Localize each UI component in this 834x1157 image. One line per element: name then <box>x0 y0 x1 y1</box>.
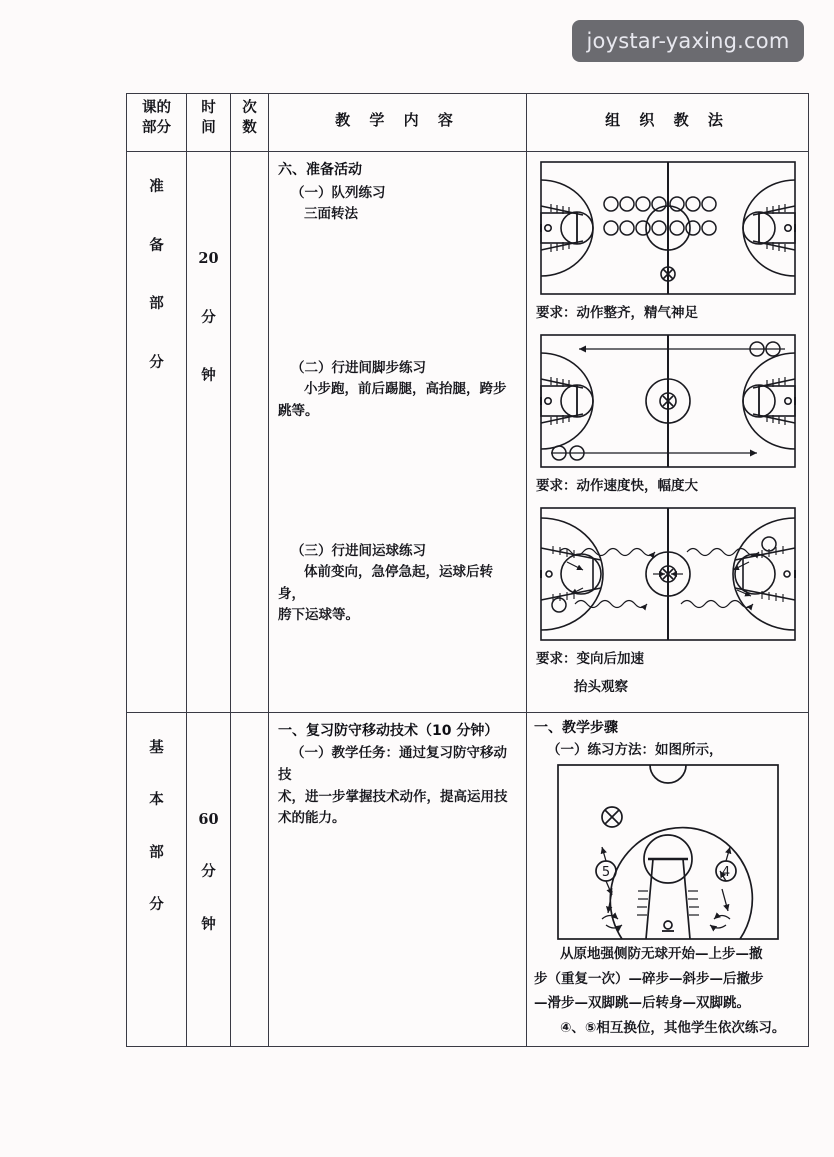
time-value: 20 <box>198 250 219 267</box>
content-line: 跳等。 <box>278 403 319 420</box>
table-header-row <box>127 94 809 152</box>
content-spacer <box>278 423 517 541</box>
time-unit-char: 分 <box>201 864 216 881</box>
row-organization-basic <box>527 712 809 1047</box>
header-reps-line1: 次 <box>242 100 257 116</box>
requirement-text: 要求：动作整齐，精气神足 <box>536 305 698 321</box>
table-row <box>127 712 809 1047</box>
note-line: 步（重复一次）—碎步—斜步—后撤步 <box>534 970 764 987</box>
row-time-preparation <box>187 152 231 713</box>
site-watermark <box>572 20 804 62</box>
content-title: 一、复习防守移动技术（10 分钟） <box>278 722 499 739</box>
content-line: 小步跑，前后踢腿，高抬腿，跨步 <box>304 381 507 398</box>
time-unit-char: 钟 <box>201 368 216 384</box>
organization-method: （一）练习方法：如图所示， <box>547 742 723 759</box>
organization-title: 一、教学步骤 <box>534 719 618 736</box>
full-court-lines-formation-diagram <box>537 158 799 298</box>
content-heading: （二）行进间脚步练习 <box>291 359 426 376</box>
row-part-label-basic <box>127 712 187 1047</box>
row-content-preparation <box>269 152 527 713</box>
time-unit-char: 分 <box>201 309 216 326</box>
header-part <box>127 94 187 152</box>
row-reps-basic <box>231 712 269 1047</box>
part-char: 部 <box>149 296 164 312</box>
header-time-line1: 时 <box>201 100 216 116</box>
content-line: 体前变向，急停急起，运球后转身， <box>278 564 493 602</box>
content-line: 术，进一步掌握技术动作，提高运用技 <box>278 788 508 805</box>
row-part-label-preparation <box>127 152 187 713</box>
note-line: ④、⑤相互换位，其他学生依次练习。 <box>560 1019 786 1036</box>
header-part-line1: 课的 <box>142 100 171 116</box>
content-spacer <box>278 226 517 358</box>
part-char: 基 <box>149 739 164 756</box>
content-heading: （三）行进间运球练习 <box>291 542 426 559</box>
content-title: 六、准备活动 <box>278 162 362 178</box>
time-unit-char: 钟 <box>201 916 216 933</box>
watermark-text: joystar-yaxing.com <box>586 29 790 53</box>
part-char: 分 <box>149 354 164 371</box>
player-label-4: 4 <box>721 864 730 880</box>
note-line: —滑步—双脚跳—后转身—双脚跳。 <box>534 995 750 1012</box>
row-organization-preparation <box>527 152 809 713</box>
requirement-text: 抬头观察 <box>574 678 628 695</box>
header-time-line2: 间 <box>201 119 216 136</box>
content-line: 胯下运球等。 <box>278 607 359 624</box>
header-organization: 组 织 教 法 <box>527 94 809 152</box>
header-reps-line2: 数 <box>242 119 257 136</box>
content-heading: （一）队列练习 <box>291 184 386 201</box>
requirement-text: 要求：变向后加速 <box>536 650 644 667</box>
requirement-text: 要求：动作速度快，幅度大 <box>536 477 698 494</box>
part-char: 本 <box>149 792 164 809</box>
part-char: 备 <box>149 237 164 254</box>
full-court-dribble-weave-diagram <box>537 504 799 644</box>
player-label-5: 5 <box>601 864 610 880</box>
row-reps-preparation <box>231 152 269 713</box>
row-content-basic <box>269 712 527 1047</box>
content-line: 术的能力。 <box>278 810 346 827</box>
content-heading: （一）教学任务：通过复习防守移动技 <box>278 745 507 783</box>
part-char: 分 <box>149 897 164 914</box>
lesson-plan-table <box>126 93 809 1047</box>
header-reps <box>231 94 269 152</box>
row-time-basic <box>187 712 231 1047</box>
part-char: 部 <box>149 844 164 861</box>
note-line: 从原地强侧防无球开始—上步—撤 <box>560 945 763 962</box>
half-court-defensive-slides-diagram <box>554 763 782 941</box>
header-teaching-content: 教 学 内 容 <box>269 94 527 152</box>
full-court-footwork-laps-diagram <box>537 331 799 471</box>
part-char: 准 <box>149 179 164 195</box>
time-value: 60 <box>198 810 219 828</box>
table-row <box>127 152 809 713</box>
header-part-line2: 部分 <box>142 119 171 136</box>
content-line: 三面转法 <box>304 206 358 223</box>
header-time <box>187 94 231 152</box>
